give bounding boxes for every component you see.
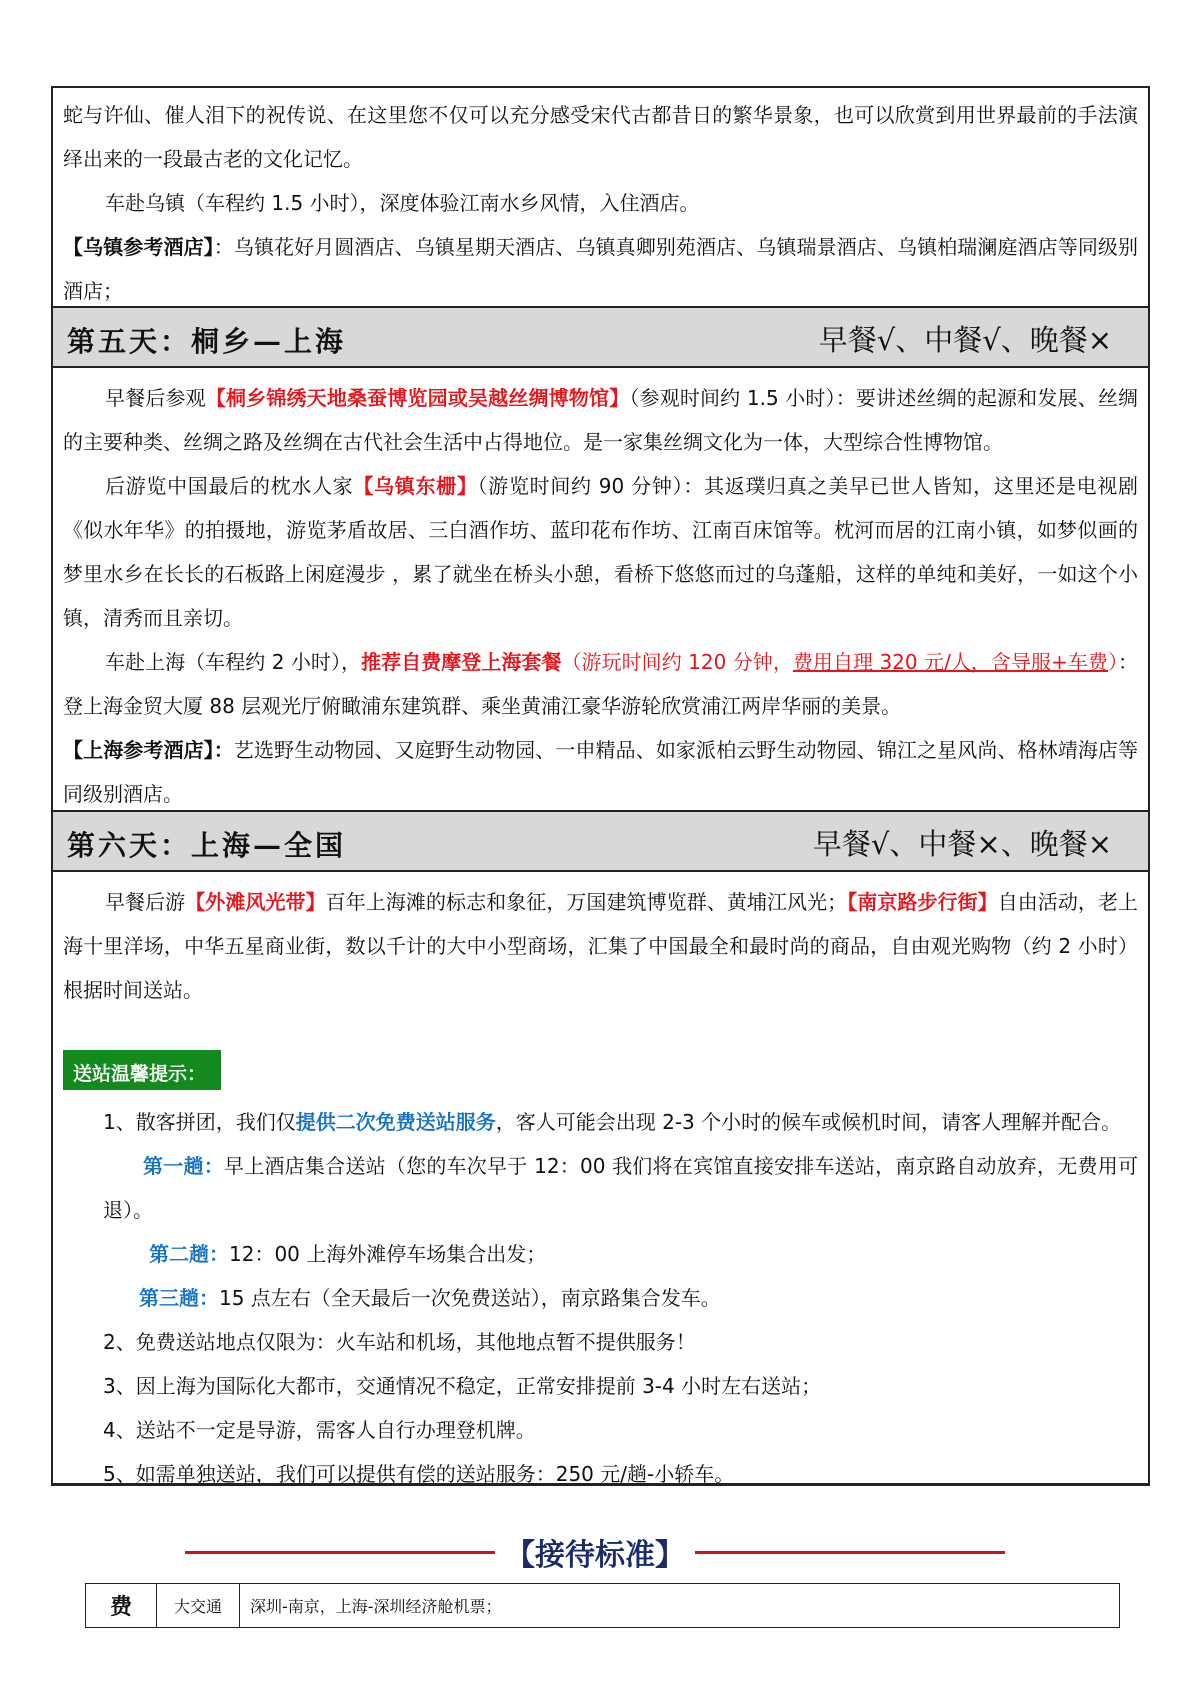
- text: （参观时间约 1.5 小时）：要讲述丝绸的起源和发展、丝绸的主要种类、丝绸之路及丝绸在古代社会生活中占得地位。是一家集丝绸文化为一体，大型综合性博物馆。: [63, 386, 1139, 454]
- tip-5: 5、如需单独送站，我们可以提供有偿的送站服务：250 元/趟-小轿车。: [103, 1462, 735, 1486]
- day4-transfer: 车赴乌镇（车程约 1.5 小时），深度体验江南水乡风情，入住酒店。: [105, 191, 700, 215]
- day5-p3: [63, 640, 1138, 728]
- text: （游览时间约 90 分钟）：其返璞归真之美早已世人皆知，这里还是电视剧《似水年华》的拍摄地，游览茅盾故居、三白酒作坊、蓝印花布作坊、江南百床馆等。枕河而居的江南小镇，如梦似画的梦里水乡在长长的石板路上闲庭漫步 ，累了就坐在桥头小憩，看桥下悠悠而过的乌蓬船，这样的单纯和美好，一如这个小镇，清秀而且亲切。: [63, 474, 1139, 630]
- wuzhen-hotels: [63, 225, 1138, 313]
- day6-meals: 早餐√、中餐×、晚餐×: [812, 827, 1112, 861]
- detail-cell: 深圳-南京，上海-深圳经济舱机票；: [240, 1584, 1120, 1628]
- tips-list: [53, 1100, 1148, 1496]
- price-note: 费用自理 320 元/人，含导服+车费: [792, 650, 1108, 674]
- day5-header: [53, 306, 1148, 368]
- text: （游玩时间约 120 分钟，: [561, 650, 793, 674]
- shanghai-hotels: [63, 728, 1138, 816]
- divider: [695, 1551, 1005, 1554]
- text: ，客人可能会出现 2-3 个小时的候车或候机时间，请客人理解并配合。: [495, 1110, 1122, 1134]
- tip-1: [63, 1100, 1138, 1144]
- text: 自由活动，老上海十里洋场，中华五星商业街，数以千计的大中小型商场，汇集了中国最全和最时尚的商品，自由观光购物（约 2 小时）根据时间送站。: [63, 890, 1139, 1002]
- day4-tail: [53, 93, 1148, 313]
- trip-1: [63, 1144, 1138, 1232]
- tip-2: 2、免费送站地点仅限为：火车站和机场，其他地点暂不提供服务！: [103, 1330, 696, 1354]
- day5-p2: [63, 464, 1138, 640]
- highlight: 推荐自费摩登上海套餐: [361, 650, 562, 674]
- tip-3: 3、因上海为国际化大都市，交通情况不稳定，正常安排提前 3-4 小时左右送站；: [103, 1374, 822, 1398]
- day6-title: 第六天：上海—全国: [67, 829, 347, 862]
- text: 15 点左右（全天最后一次免费送站），南京路集合发车。: [219, 1286, 721, 1310]
- tip-4: 4、送站不一定是导游，需客人自行办理登机牌。: [103, 1418, 536, 1442]
- day6-header: [53, 810, 1148, 872]
- text: ）: [1107, 650, 1119, 674]
- day5-title: 第五天：桐乡—上海: [67, 325, 347, 358]
- day5-p1: [63, 376, 1138, 464]
- hotel-label: 【上海参考酒店】：: [63, 738, 234, 762]
- text: 早上酒店集合送站（您的车次早于 12：00 我们将在宾馆直接安排车送站，南京路自动放弃，无费用可退）。: [103, 1154, 1138, 1222]
- trip-label: 第一趟：: [143, 1154, 224, 1178]
- highlight: 提供二次免费送站服务: [295, 1110, 496, 1134]
- hotel-label: 【乌镇参考酒店】: [63, 235, 214, 259]
- hotel-text: ：乌镇花好月圆酒店、乌镇星期天酒店、乌镇真卿别苑酒店、乌镇瑞景酒店、乌镇柏瑞澜庭酒店等同级别酒店；: [63, 235, 1139, 303]
- text: 1、散客拼团，我们仅: [103, 1110, 296, 1134]
- highlight: 【乌镇东栅】: [353, 474, 478, 498]
- hotel-text: 艺选野生动物园、又庭野生动物园、一申精品、如家派柏云野生动物园、锦江之星风尚、格林靖海店等同级别酒店。: [63, 738, 1139, 806]
- heading-text: 【接待标准】: [505, 1538, 685, 1573]
- tips-label: 送站温馨提示：: [63, 1050, 221, 1090]
- text: 12：00 上海外滩停车场集合出发；: [229, 1242, 547, 1266]
- trip-2: [63, 1232, 1138, 1276]
- text: 车赴上海（车程约 2 小时），: [105, 650, 362, 674]
- day5-body: [53, 376, 1148, 816]
- trip-label: 第二趟：: [149, 1242, 229, 1266]
- text: 早餐后参观: [105, 386, 206, 410]
- divider: [185, 1551, 495, 1554]
- day6-body: [53, 880, 1148, 1012]
- category-cell: 费: [86, 1584, 157, 1628]
- item-cell: 大交通: [157, 1584, 240, 1628]
- day6-p1: [63, 880, 1138, 1012]
- highlight: 【南京路步行街】: [847, 890, 998, 914]
- standards-heading: [0, 1530, 1190, 1574]
- day5-meals: 早餐√、中餐√、晚餐×: [818, 323, 1112, 357]
- text: 后游览中国最后的枕水人家: [105, 474, 354, 498]
- highlight: 【外滩风光带】: [185, 890, 326, 914]
- standards-table: [85, 1583, 1120, 1628]
- text: ：登上海金贸大厦 88 层观光厅俯瞰浦东建筑群、乘坐黄浦江豪华游轮欣赏浦江两岸华丽的美景。: [63, 650, 1139, 718]
- text: 早餐后游: [105, 890, 186, 914]
- trip-3: [63, 1276, 1138, 1320]
- highlight: 【桐乡锦绣天地桑蚕博览园或吴越丝绸博物馆】: [205, 386, 630, 410]
- trip-label: 第三趟：: [139, 1286, 219, 1310]
- day4-paragraph: 蛇与许仙、催人泪下的祝传说、在这里您不仅可以充分感受宋代古都昔日的繁华景象，也可以欣赏到用世界最前的手法演绎出来的一段最古老的文化记忆。: [63, 103, 1138, 171]
- itinerary-box: [51, 86, 1150, 1486]
- text: 百年上海滩的标志和象征，万国建筑博览群、黄埔江风光；: [325, 890, 848, 914]
- table-row: [86, 1584, 1120, 1628]
